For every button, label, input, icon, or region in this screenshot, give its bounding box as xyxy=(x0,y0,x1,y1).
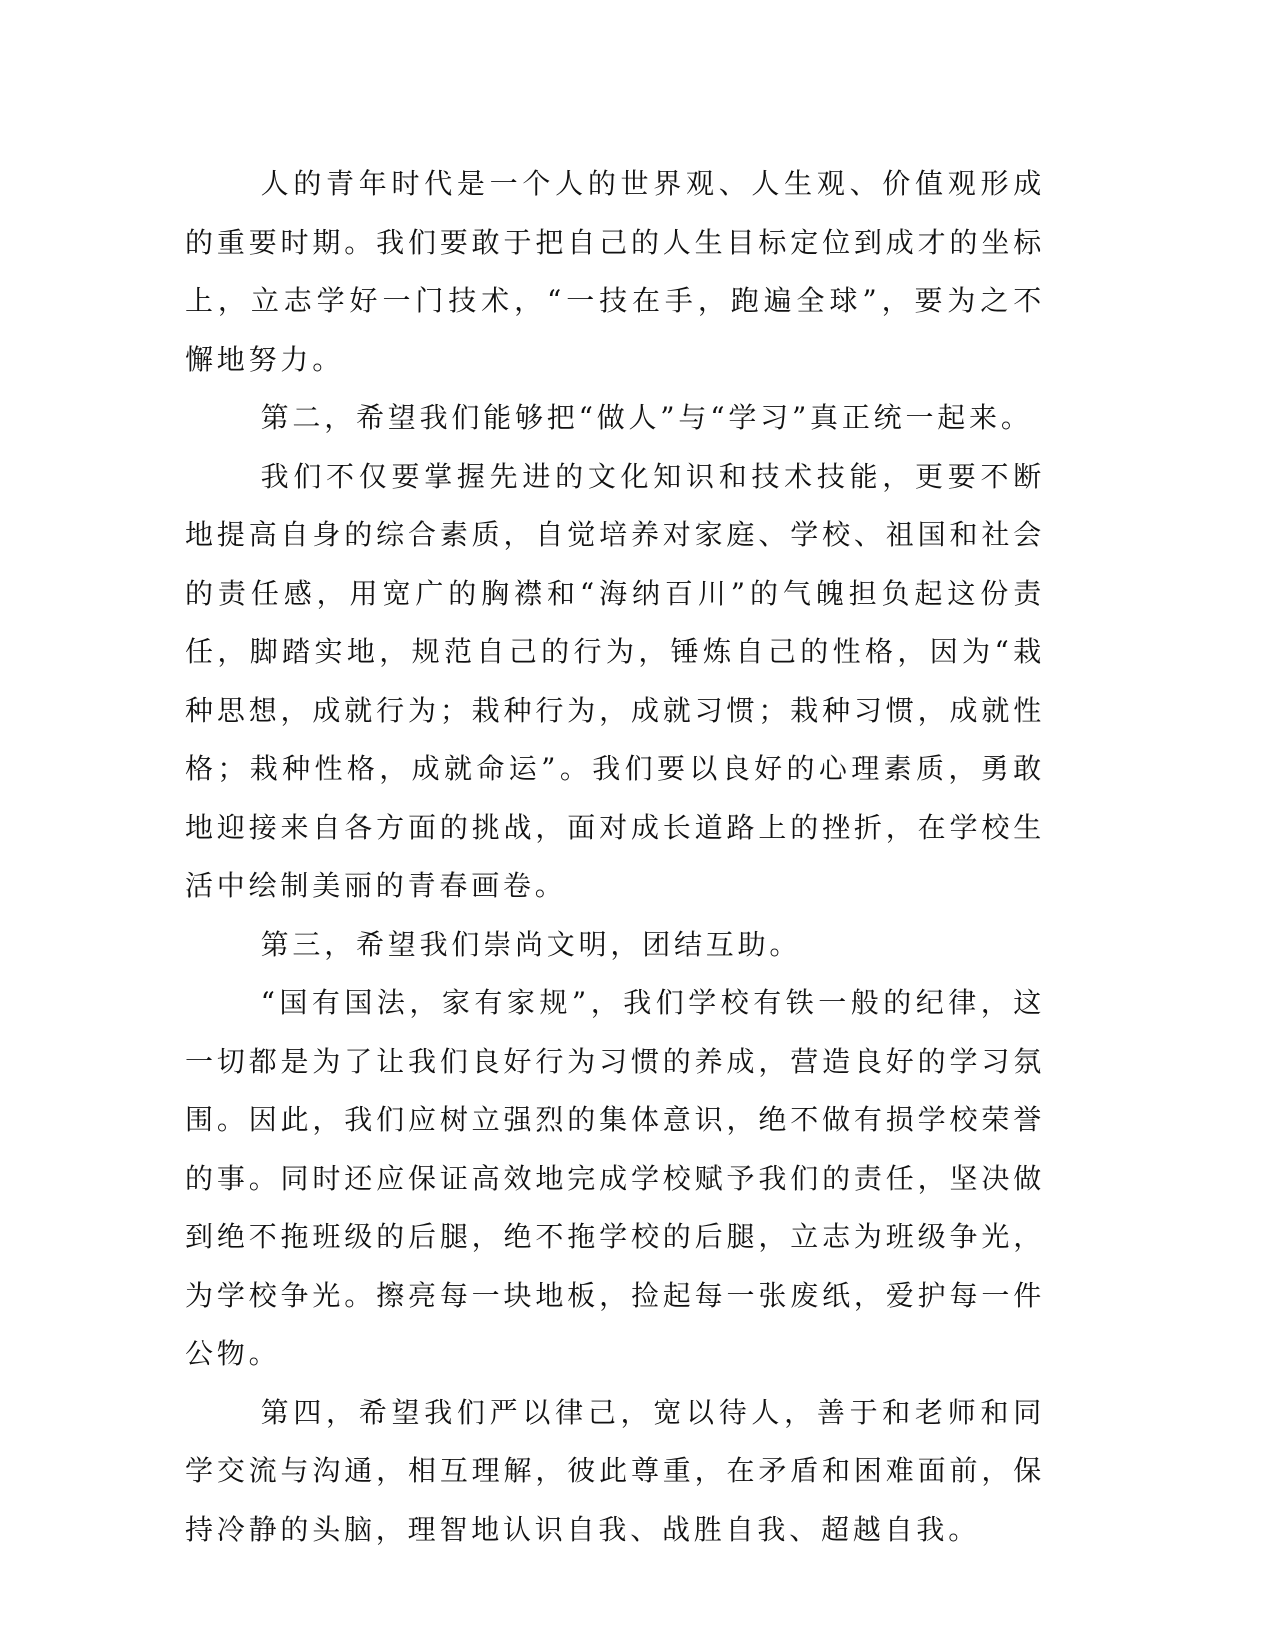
paragraph-fourth-heading: 第四，希望我们严以律己，宽以待人，善于和老师和同学交流与沟通，相互理解，彼此尊重，在矛盾和困难面前，保持冷静的头脑，理智地认识自我、战胜自我、超越自我。 xyxy=(185,1395,1045,1546)
paragraph-third-heading: 第三，希望我们崇尚文明，团结互助。 xyxy=(260,927,802,961)
paragraph-knowledge-and-quality: 我们不仅要掌握先进的文化知识和技术技能，更要不断地提高自身的综合素质，自觉培养对家庭、学校、祖国和社会的责任感，用宽广的胸襟和“海纳百川”的气魄担负起这份责任，脚踏实地，规范自己的行为，锤炼自己的性格，因为“栽种思想，成就行为；栽种行为，成就习惯；栽种习惯，成就性格；栽种性格，成就命运”。我们要以良好的心理素质，勇敢地迎接来自各方面的挑战，面对成长道路上的挫折，在学校生活中绘制美丽的青春画卷。 xyxy=(185,459,1045,902)
paragraph-youth-period: 人的青年时代是一个人的世界观、人生观、价值观形成的重要时期。我们要敢于把自己的人生目标定位到成才的坐标上，立志学好一门技术，“一技在手，跑遍全球”，要为之不懈地努力。 xyxy=(185,167,1045,376)
paragraph-second-heading: 第二，希望我们能够把“做人”与“学习”真正统一起来。 xyxy=(260,401,1033,434)
paragraph-school-discipline: “国有国法，家有家规”，我们学校有铁一般的纪律，这一切都是为了让我们良好行为习惯的养成，营造良好的学习氛围。因此，我们应树立强烈的集体意识，绝不做有损学校荣誉的事。同时还应保证高效地完成学校赋予我们的责任，坚决做到绝不拖班级的后腿，绝不拖学校的后腿，立志为班级争光，为学校争光。擦亮每一块地板，捡起每一张废纸，爱护每一件公物。 xyxy=(185,986,1045,1370)
document-body xyxy=(185,155,1045,1559)
